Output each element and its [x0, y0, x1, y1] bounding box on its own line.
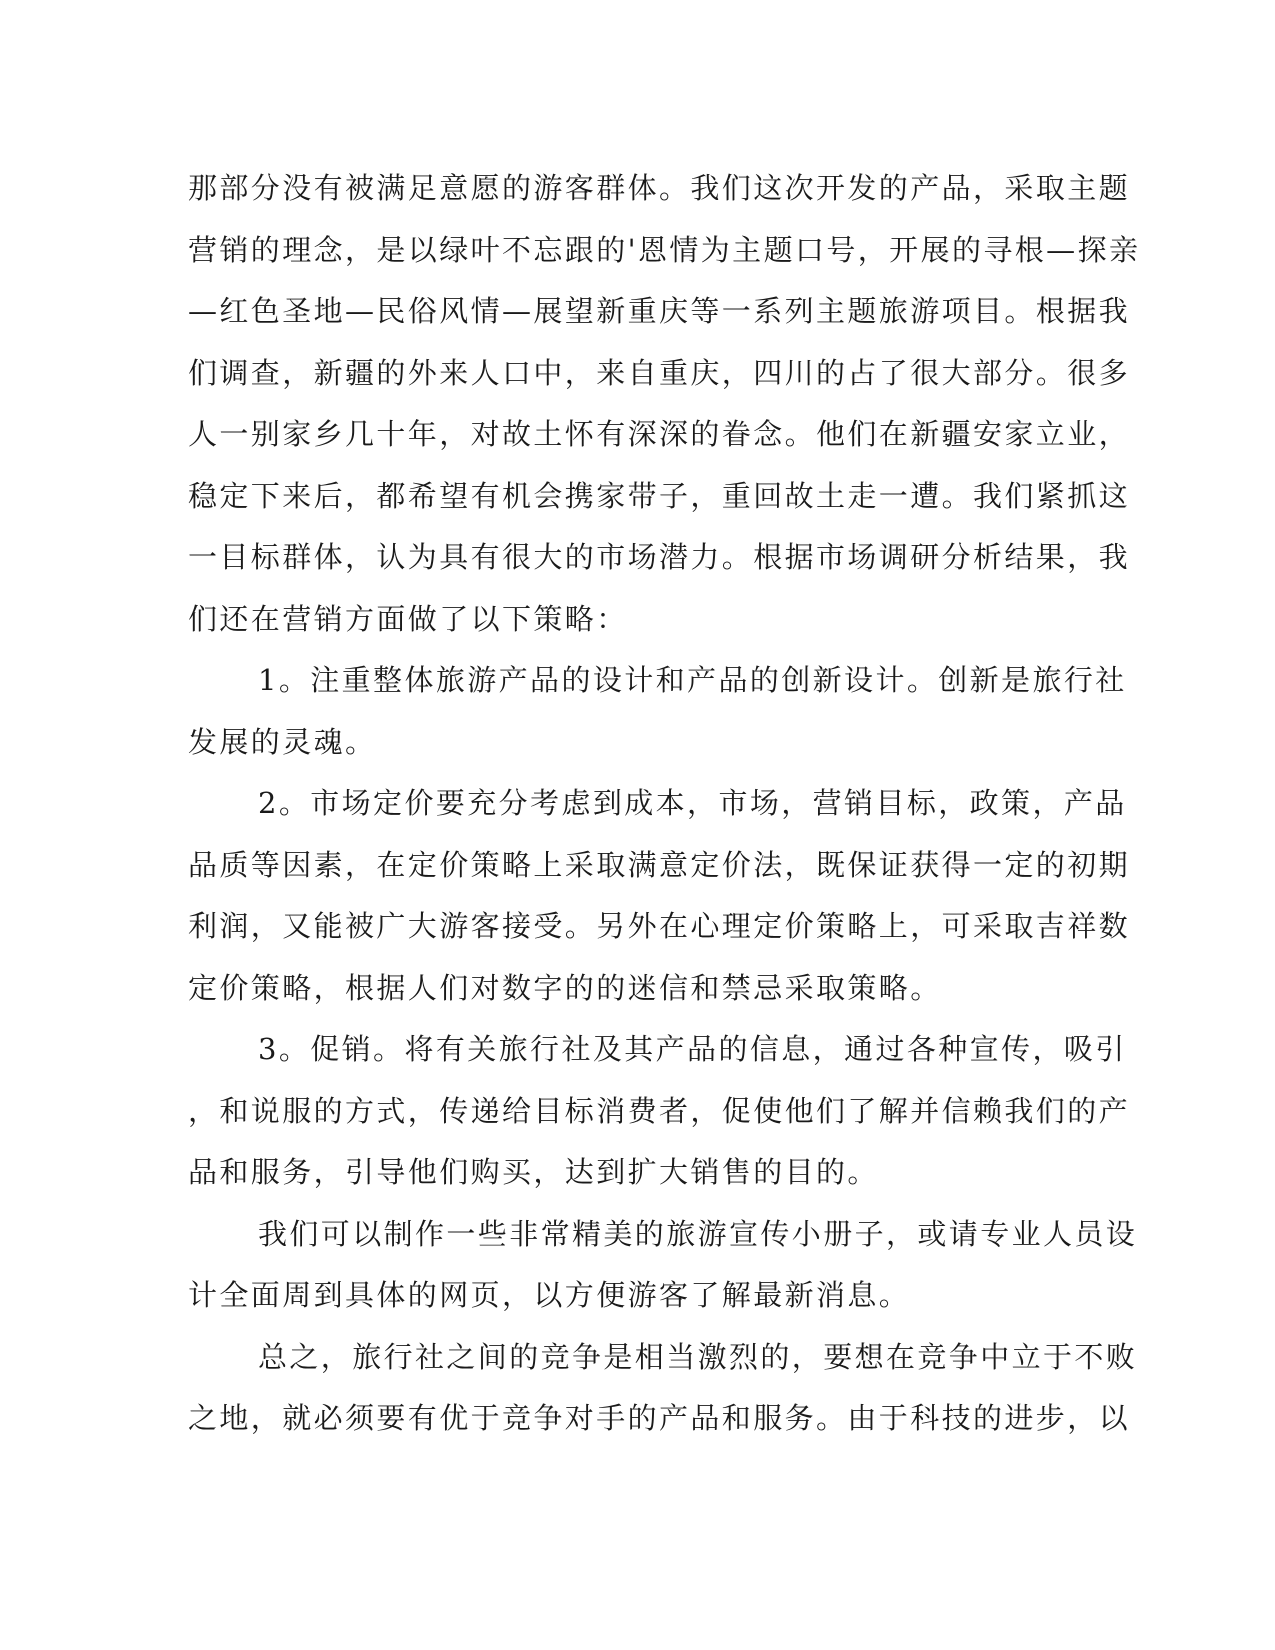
list-item-1: 1。注重整体旅游产品的设计和产品的创新设计。创新是旅行社	[258, 663, 1127, 697]
text-line: 之地，就必须要有优于竞争对手的产品和服务。由于科技的进步，以	[188, 1401, 1131, 1435]
text-line: 人一别家乡几十年，对故土怀有深深的眷念。他们在新疆安家立业，	[188, 417, 1131, 451]
text-line: 计全面周到具体的网页，以方便游客了解最新消息。	[188, 1278, 911, 1312]
text-line: 们调查，新疆的外来人口中，来自重庆，四川的占了很大部分。很多	[188, 355, 1131, 390]
text-line: —红色圣地—民俗风情—展望新重庆等一系列主题旅游项目。根据我	[188, 294, 1131, 328]
body-text	[188, 158, 1141, 1450]
text-line: ，和说服的方式，传递给目标消费者，促使他们了解并信赖我们的产	[188, 1093, 1131, 1128]
text-line: 利润，又能被广大游客接受。另外在心理定价策略上，可采取吉祥数	[188, 909, 1131, 943]
text-line: 营销的理念，是以绿叶不忘跟的'恩情为主题口号，开展的寻根—探亲	[188, 232, 1141, 267]
list-item-3: 3。促销。将有关旅行社及其产品的信息，通过各种宣传，吸引	[258, 1032, 1127, 1066]
paragraph-start: 我们可以制作一些非常精美的旅游宣传小册子，或请专业人员设	[258, 1216, 1138, 1251]
list-item-2: 2。市场定价要充分考虑到成本，市场，营销目标，政策，产品	[258, 786, 1127, 820]
text-line: 稳定下来后，都希望有机会携家带子，重回故土走一遭。我们紧抓这	[188, 478, 1131, 513]
text-line: 一目标群体，认为具有很大的市场潜力。根据市场调研分析结果，我	[188, 540, 1131, 574]
text-line: 发展的灵魂。	[188, 724, 377, 759]
text-line: 那部分没有被满足意愿的游客群体。我们这次开发的产品，采取主题	[188, 171, 1131, 205]
text-line: 品质等因素，在定价策略上采取满意定价法，既保证获得一定的初期	[188, 847, 1131, 882]
text-line: 定价策略，根据人们对数字的的迷信和禁忌采取策略。	[188, 970, 942, 1005]
text-line: 品和服务，引导他们购买，达到扩大销售的目的。	[188, 1155, 879, 1189]
paragraph-start: 总之，旅行社之间的竞争是相当激烈的，要想在竞争中立于不败	[258, 1339, 1138, 1374]
text-line: 们还在营销方面做了以下策略：	[188, 601, 628, 636]
